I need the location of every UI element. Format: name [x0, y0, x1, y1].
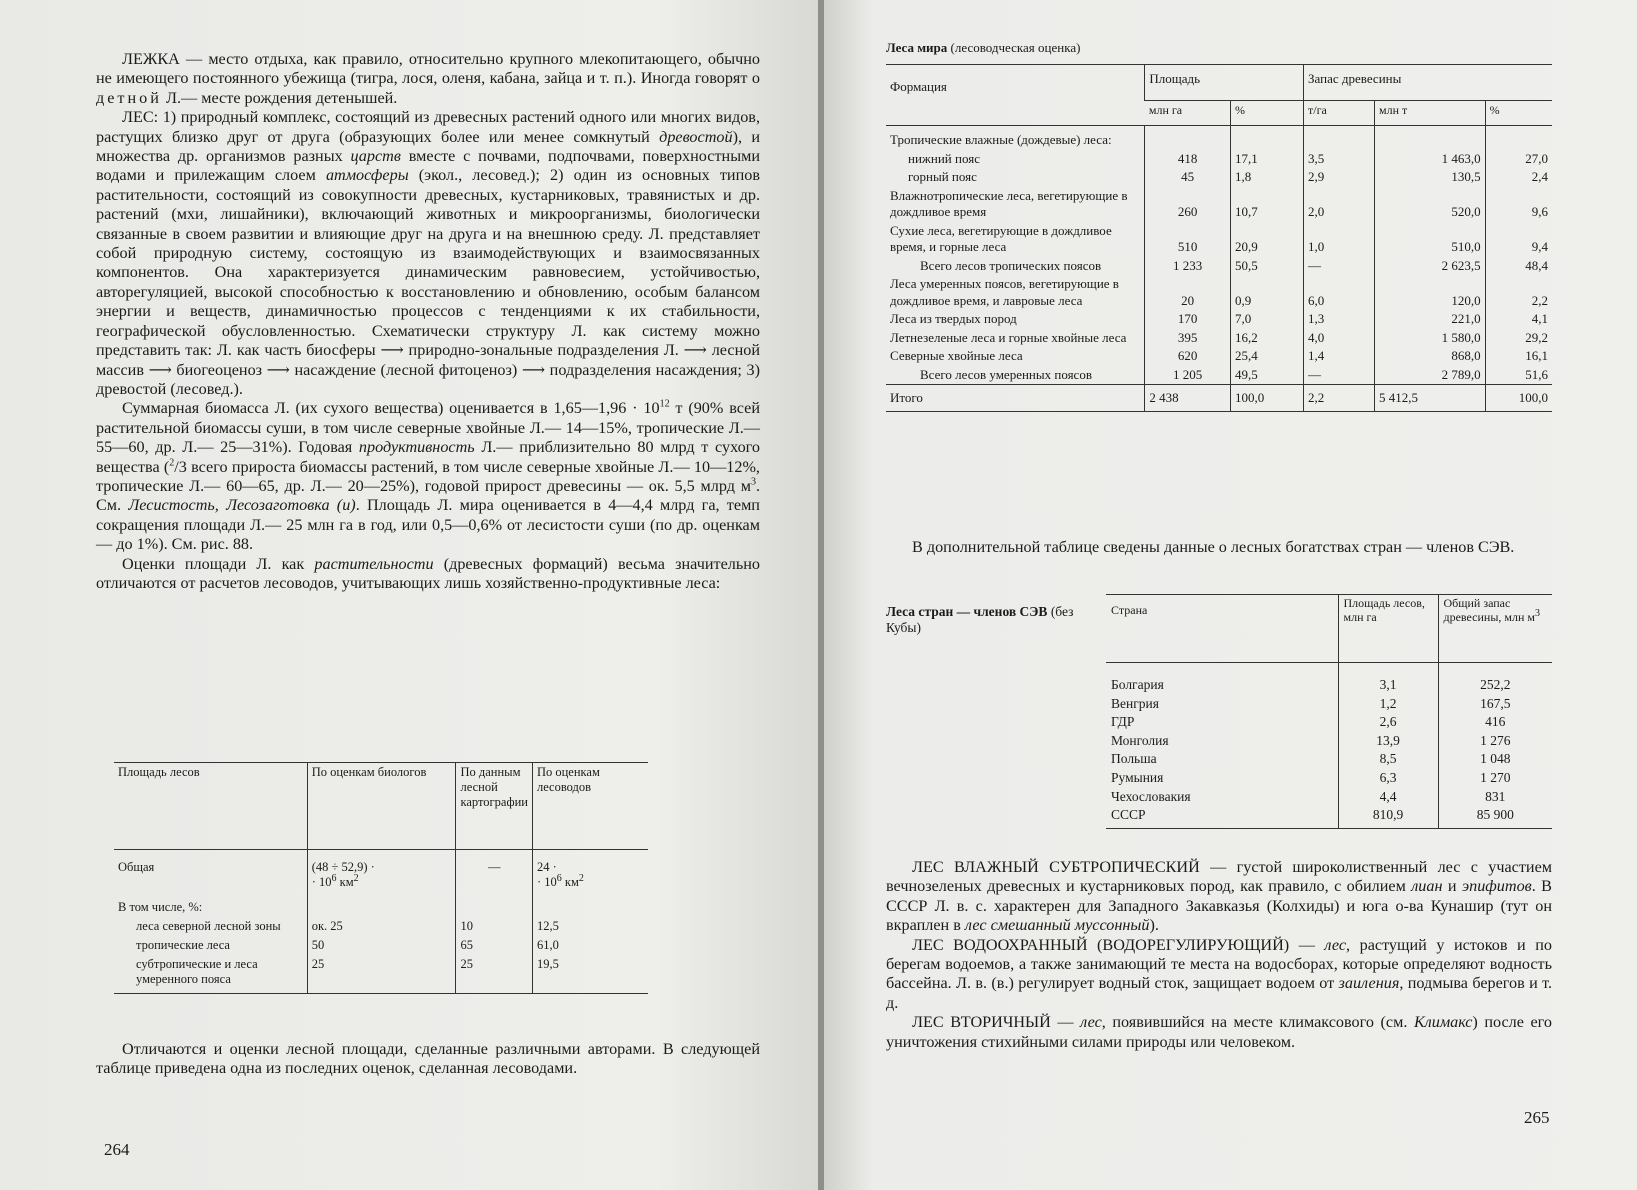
right-text-sev [886, 538, 1552, 557]
paragraph-sev: В дополнительной таблице сведены данные о лесных богатствах стран — членов СЭВ. [912, 538, 1515, 556]
table-row: ГДР 2,6 416 [1106, 713, 1552, 732]
sev-forests-table [1106, 594, 1552, 829]
entry-lezhka: ЛЕЖКА — место отдыха, как правило, относительно крупного млекопитающего, обычно не имеющего постоянного убежища (тигра, лося, оленя, кабана, зайца и т. п.). Иногда говорят о детной Л.— месте рождения детенышей. [96, 50, 760, 107]
col-header-stock: Запас древесины [1304, 65, 1552, 101]
forest-area-estimates-table [114, 762, 648, 994]
table-row: нижний пояс 418 17,1 3,5 1 463,0 27,0 [886, 150, 1552, 169]
table-row: Сухие леса, вегетирующие в дождливое время, и горные леса 510 20,9 1,0 510,0 9,4 [886, 222, 1552, 257]
table-row: Чехословакия 4,4 831 [1106, 788, 1552, 807]
table-row: Северные хвойные леса 620 25,4 1,4 868,0 16,1 [886, 347, 1552, 366]
table-row: Влажнотропические леса, вегетирующие в дождливое время 260 10,7 2,0 520,0 9,6 [886, 187, 1552, 222]
entry-les-water: ЛЕС ВОДООХРАННЫЙ (ВОДОРЕГУЛИРУЮЩИЙ) — лес, растущий у истоков и по берегам водоемов, а также занимающий те места на водосборах, которые определяют водность бассейна. Л. в. (в.) регулирует водный сток, защищает водоем от заиления, подмыва берегов и т. д. [886, 935, 1552, 1012]
table-row: Румыния 6,3 1 270 [1106, 769, 1552, 788]
world-forests-table: Формация Площадь Запас древесины млн га % т/га млн т % Тропические влажные (дождевые) леса: нижний пояс 418 17,1 3,5 1 463,0 27,0 горный пояс 45 1,8 2,9 130,5 2,4 Влажнотропические леса, вегетирующие в дождливое время 260 10,7 2,0 520,0 9,6 Сухие леса, вегетирующие в дождливое время, и горные леса 510 20,9 1,0 510,0 9,4 Всего лесов тропических поясов 1 233 50,5 — 2 623,5 48,4 Леса умеренных поясов, вегетирующие в дождливое время, и лавровые леса 20 0,9 6,0 120,0 2,2 Леса из твердых пород 170 7,0 1,3 221,0 4,1 Летнезеленые леса и горные хвойные леса 395 16,2 4,0 1 580,0 29,2 Северные хвойные леса 620 25,4 1,4 868,0 16,1 Всего лесов умеренных поясов 1 205 49,5 — 2 789,0 51,6 Итого 2 438 100,0 2,2 5 412,5 100,0 [886, 64, 1552, 412]
paragraph-estimates: Оценки площади Л. как растительности (древесных формаций) весьма значительно отличаются от расчетов лесоводов, учитывающих лишь хозяйственно-продуктивные леса: [96, 554, 760, 592]
entry-les-secondary: ЛЕС ВТОРИЧНЫЙ — лес, появившийся на месте климаксового (см. Климакс) после его уничтожения стихийными силами природы или человеком. [886, 1013, 1553, 1051]
table-row: Болгария 3,1 252,2 [1106, 663, 1552, 695]
table-row: Леса из твердых пород 170 7,0 1,3 221,0 4,1 [886, 310, 1552, 329]
table-row: субтропические и леса умеренного пояса 25 25 19,5 [114, 955, 648, 994]
col-header-stock: Общий запас древесины, млн $м^3$ [1438, 595, 1552, 663]
table3-caption: Леса стран — членов СЭВ (без Кубы) [886, 604, 1074, 635]
table-row: Летнезеленые леса и горные хвойные леса 395 16,2 4,0 1 580,0 29,2 [886, 329, 1552, 348]
col-header-foresters: По оценкам лесоводов [532, 763, 648, 850]
page-number-right: 265 [1524, 1108, 1550, 1127]
right-page [824, 0, 1637, 1190]
table-row: Тропические влажные (дождевые) леса: [886, 126, 1552, 150]
left-text-column [96, 50, 760, 593]
table-row: Всего лесов тропических поясов 1 233 50,5 — 2 623,5 48,4 [886, 257, 1552, 276]
table-row: Общая (48 ÷ 52,9) · · $10^6$ $км^2$ — 24 · · $10^6$ $км^2$ [114, 850, 648, 893]
table-row: СССР 810,9 85 900 [1106, 806, 1552, 828]
paragraph-other-estimates: Отличаются и оценки лесной площади, сделанные различными авторами. В следующей таблице приведена одна из последних оценок, сделанная лесоводами. [96, 1040, 760, 1078]
col-header-area: Площадь лесов [114, 763, 307, 850]
col-header-area: Площадь [1145, 65, 1304, 101]
entry-les: ЛЕС: 1) природный комплекс, состоящий из древесных растений одного или многих видов, растущих близко друг от друга (образующих более или менее сомкнутый древостой), и множества др. организмов разных царств вместе с почвами, подпочвами, поверхностными водами и прилежащим слоем атмосферы (экол., лесовед.); 2) один из основных типов растительности, состоящий из совокупности древесных, кустарниковых, травянистых и др. растений (мхи, лишайники), включающий животных и микроорганизмы, биологически связанные в своем развитии и влияющие друг на друга и на внешнюю среду. Л. представляет собой природную систему, состоящую из взаимодействующих и взаимосвязанных компонентов. Она характеризуется динамическим равновесием, устойчивостью, авторегуляцией, высокой способностью к восстановлению и обновлению, особым балансом энергии и веществ, динамичностью процессов с тенденциями к их стабильности, географической обусловленностью. Схематически структуру Л. как систему можно представить так: Л. как часть биосферы ⟶ природно-зональные подразделения Л. ⟶ лесной массив ⟶ биогеоценоз ⟶ насаждение (лесной фитоценоз) ⟶ подразделения насаждения; 3) древостой (лесовед.). [96, 108, 760, 398]
entry-les-subtropical: ЛЕС ВЛАЖНЫЙ СУБТРОПИЧЕСКИЙ — густой широколиственный лес с участием вечнозеленых древесных и кустарниковых пород, как правило, с обилием лиан и эпифитов. В СССР Л. в. с. характерен для Западного Закавказья (Колхиды) и юга о-ва Кунашир (тут он вкраплен в лес смешанный муссонный). [886, 858, 1552, 935]
table-row: Венгрия 1,2 167,5 [1106, 695, 1552, 714]
table-row-total: Итого 2 438 100,0 2,2 5 412,5 100,0 [886, 385, 1552, 412]
table2-title: Леса мира (лесоводческая оценка) [886, 40, 1081, 55]
table-row: В том числе, %: [114, 892, 648, 917]
col-header-biologists: По оценкам биологов [307, 763, 456, 850]
col-header-formation: Формация [886, 65, 1145, 126]
paragraph-biomass: Суммарная биомасса Л. (их сухого вещества) оценивается в 1,65—1,96 · $10^{12}$ т (90% всей растительной биомассы суши, в том числе северные хвойные Л.— 14—15%, тропические Л.— 55—60, др. Л.— 25—31%). Годовая продуктивность Л.— приблизительно 80 млрд т сухого вещества ($^2$/3 всего прироста биомассы растений, в том числе северные хвойные Л.— 10—12%, тропические Л.— 60—65, др. Л.— 20—25%), годовой прирост древесины — ок. 5,5 млрд $м^3$. См. Лесистость, Лесозаготовка (и). Площадь Л. мира оценивается в 4—4,4 млрд га, темп сокращения площади Л.— 25 млн га в год, или 0,5—0,6% от лесистости суши (по др. оценкам — до 1%). См. рис. 88. [96, 398, 761, 554]
table-row: тропические леса 50 65 61,0 [114, 936, 648, 955]
left-text-bottom [96, 1040, 760, 1079]
table-row: леса северной лесной зоны ок. 25 10 12,5 [114, 917, 648, 936]
table-row: Леса умеренных поясов, вегетирующие в дождливое время, и лавровые леса 20 0,9 6,0 120,0 2,2 [886, 275, 1552, 310]
table-row: Польша 8,5 1 048 [1106, 750, 1552, 769]
col-header-country: Страна [1106, 595, 1338, 663]
page-number-left: 264 [104, 1140, 130, 1159]
table-row: Монголия 13,9 1 276 [1106, 732, 1552, 751]
col-header-area: Площадь лесов, млн га [1338, 595, 1438, 663]
table-row: горный пояс 45 1,8 2,9 130,5 2,4 [886, 168, 1552, 187]
right-text-entries [886, 858, 1552, 1052]
table-row: Всего лесов умеренных поясов 1 205 49,5 — 2 789,0 51,6 [886, 366, 1552, 385]
col-header-cartography: По данным лесной картографии [456, 763, 532, 850]
